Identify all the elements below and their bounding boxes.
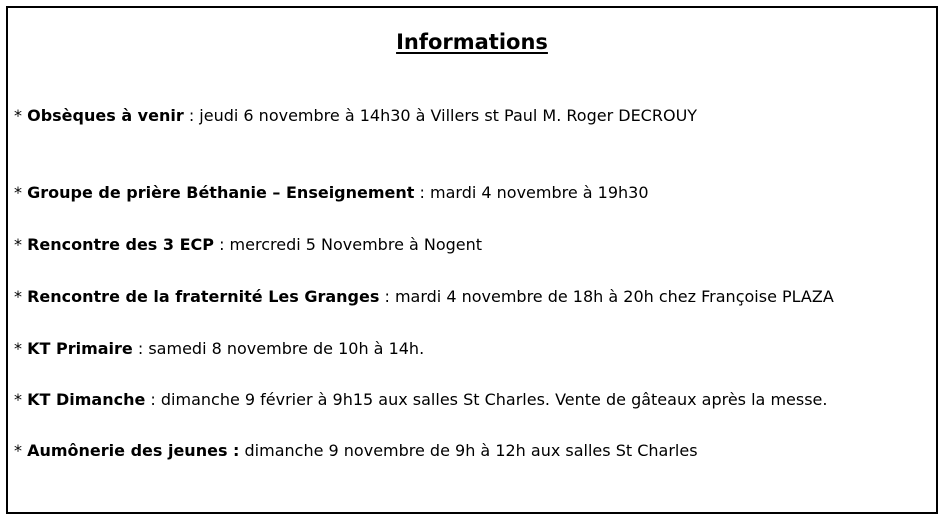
list-item-kt-primaire <box>14 338 424 360</box>
page-title: Informations <box>396 30 548 54</box>
list-item-obseques <box>14 105 697 127</box>
bullet: * <box>14 235 28 254</box>
info-box <box>6 6 938 514</box>
item-label: Rencontre de la fraternité Les Granges <box>27 287 380 306</box>
item-detail: : mardi 4 novembre à 19h30 <box>414 183 649 202</box>
bullet: * <box>14 339 28 358</box>
item-label: Obsèques à venir <box>27 106 184 125</box>
list-item-groupe-priere <box>14 182 649 204</box>
item-label: KT Dimanche <box>27 390 146 409</box>
list-item-fraternite <box>14 286 834 308</box>
item-detail: : dimanche 9 février à 9h15 aux salles St Charles. Vente de gâteaux après la messe. <box>145 390 828 409</box>
item-detail: dimanche 9 novembre de 9h à 12h aux salles St Charles <box>239 441 698 460</box>
item-detail: : jeudi 6 novembre à 14h30 à Villers st Paul M. Roger DECROUY <box>183 106 698 125</box>
item-detail: : mercredi 5 Novembre à Nogent <box>213 235 483 254</box>
list-item-kt-dimanche <box>14 389 827 411</box>
bullet: * <box>14 441 28 460</box>
item-label: Groupe de prière Béthanie – Enseignement <box>27 183 415 202</box>
item-label: Rencontre des 3 ECP <box>27 235 214 254</box>
bullet: * <box>14 390 28 409</box>
list-item-aumonerie <box>14 440 698 462</box>
list-item-rencontre-ecp <box>14 234 482 256</box>
bullet: * <box>14 287 28 306</box>
bullet: * <box>14 106 28 125</box>
bullet: * <box>14 183 28 202</box>
item-detail: : mardi 4 novembre de 18h à 20h chez Françoise PLAZA <box>379 287 834 306</box>
item-detail: : samedi 8 novembre de 10h à 14h. <box>132 339 425 358</box>
item-label: Aumônerie des jeunes : <box>27 441 240 460</box>
item-label: KT Primaire <box>27 339 133 358</box>
